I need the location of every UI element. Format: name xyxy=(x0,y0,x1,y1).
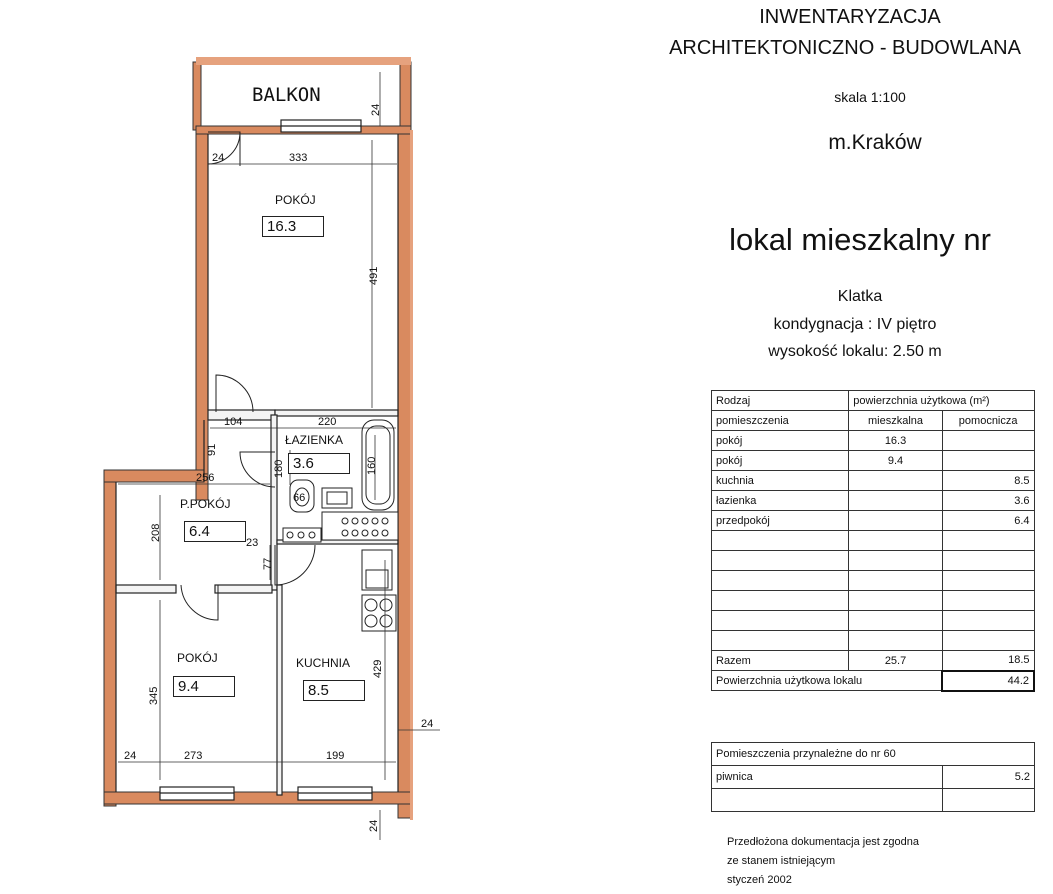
floor-plan xyxy=(0,0,460,894)
table-row-total xyxy=(712,671,1035,691)
klatka-label: Klatka xyxy=(837,288,883,305)
cell-pomocnicza xyxy=(942,571,1034,591)
cell-empty xyxy=(943,789,1035,812)
cell-mieszkalna xyxy=(849,531,943,551)
dimension-label: 77 xyxy=(262,557,274,570)
room-area: 6.4 xyxy=(184,521,246,542)
cell-pomocnicza: 6.4 xyxy=(942,511,1034,531)
table-head-pomoc: pomocnicza xyxy=(942,411,1034,431)
note-line3: styczeń 2002 xyxy=(727,874,792,886)
cell-name: łazienka xyxy=(712,491,849,511)
dimension-label: 66 xyxy=(293,492,306,504)
cell-pomocnicza xyxy=(942,551,1034,571)
dimension-label: 333 xyxy=(289,152,308,164)
cell-pomocnicza xyxy=(942,631,1034,651)
razem-pomocnicza: 18.5 xyxy=(942,651,1034,671)
cell-mieszkalna xyxy=(849,611,943,631)
room-name: POKÓJ xyxy=(177,651,218,665)
dimension-label: 199 xyxy=(326,750,345,762)
cell-name: przedpokój xyxy=(712,511,849,531)
height-label: wysokość lokalu: 2.50 m xyxy=(768,343,942,360)
cell-pomocnicza: 3.6 xyxy=(942,491,1034,511)
storey-label: kondygnacja : IV piętro xyxy=(773,316,937,333)
dimension-label: 24 xyxy=(124,750,137,762)
dimension-label: 24 xyxy=(368,819,380,832)
cell-mieszkalna: 16.3 xyxy=(849,431,943,451)
note-line2: ze stanem istniejącym xyxy=(727,855,836,867)
area-table xyxy=(711,390,1035,692)
dimension-label: 256 xyxy=(196,472,215,484)
table-head-pow: powierzchnia użytkowa (m²) xyxy=(849,391,1034,411)
table-head-mieszk: mieszkalna xyxy=(849,411,943,431)
table-row xyxy=(712,431,1035,451)
table-row xyxy=(712,789,1035,812)
dimension-label: 104 xyxy=(224,416,243,428)
dimension-label: 24 xyxy=(421,718,434,730)
table-row xyxy=(712,531,1035,551)
cell-name: pokój xyxy=(712,431,849,451)
room-area: 16.3 xyxy=(262,216,324,237)
razem-label: Razem xyxy=(712,651,849,671)
table-row xyxy=(712,591,1035,611)
table-row xyxy=(712,551,1035,571)
dimension-label: 345 xyxy=(148,686,160,705)
appurtenant-value: 5.2 xyxy=(943,766,1035,789)
room-name: ŁAZIENKA xyxy=(285,433,344,447)
cell-mieszkalna xyxy=(849,511,943,531)
dimension-label: 429 xyxy=(372,659,384,678)
appurtenant-header: Pomieszczenia przynależne do nr 60 xyxy=(712,743,1035,766)
dimension-label: 23 xyxy=(246,537,259,549)
cell-pomocnicza xyxy=(942,611,1034,631)
cell-mieszkalna xyxy=(849,631,943,651)
dimension-label: 208 xyxy=(150,523,162,542)
total-label: Powierzchnia użytkowa lokalu xyxy=(712,671,943,691)
cell-name xyxy=(712,551,849,571)
cell-name xyxy=(712,591,849,611)
cell-pomocnicza xyxy=(942,431,1034,451)
cell-mieszkalna xyxy=(849,491,943,511)
appurtenant-table xyxy=(711,742,1035,812)
dimension-label: 180 xyxy=(273,459,285,478)
room-area: 3.6 xyxy=(288,453,350,474)
appurtenant-label: piwnica xyxy=(712,766,943,789)
cell-pomocnicza xyxy=(942,451,1034,471)
razem-mieszkalna: 25.7 xyxy=(849,651,943,671)
cell-mieszkalna xyxy=(849,551,943,571)
room-name: POKÓJ xyxy=(275,193,316,207)
dimension-label: 24 xyxy=(370,103,382,116)
cell-mieszkalna xyxy=(849,471,943,491)
room-area: 8.5 xyxy=(303,680,365,701)
cell-name: kuchnia xyxy=(712,471,849,491)
city-label: m.Kraków xyxy=(828,131,922,154)
table-row xyxy=(712,611,1035,631)
cell-name: pokój xyxy=(712,451,849,471)
dimension-label: 273 xyxy=(184,750,203,762)
table-row xyxy=(712,631,1035,651)
dimension-label: 91 xyxy=(206,443,218,456)
dimension-label: 24 xyxy=(212,152,225,164)
table-row xyxy=(712,471,1035,491)
cell-pomocnicza xyxy=(942,591,1034,611)
cell-mieszkalna xyxy=(849,571,943,591)
table-row-razem xyxy=(712,651,1035,671)
room-name: KUCHNIA xyxy=(296,656,351,670)
cell-name xyxy=(712,631,849,651)
table-row xyxy=(712,491,1035,511)
title-line1: INWENTARYZACJA xyxy=(759,6,941,28)
table-row xyxy=(712,511,1035,531)
unit-title: lokal mieszkalny nr xyxy=(729,222,991,257)
cell-mieszkalna xyxy=(849,591,943,611)
dimension-label: 220 xyxy=(318,416,337,428)
title-line2: ARCHITEKTONICZNO - BUDOWLANA xyxy=(669,37,1021,59)
table-head-rodzaj: Rodzaj xyxy=(712,391,849,411)
balcony-label: BALKON xyxy=(252,84,321,106)
cell-name xyxy=(712,571,849,591)
note-line1: Przedłożona dokumentacja jest zgodna xyxy=(727,836,920,848)
cell-mieszkalna: 9.4 xyxy=(849,451,943,471)
cell-pomocnicza: 8.5 xyxy=(942,471,1034,491)
cell-empty xyxy=(712,789,943,812)
cell-pomocnicza xyxy=(942,531,1034,551)
table-row xyxy=(712,571,1035,591)
room-area: 9.4 xyxy=(173,676,235,697)
cell-name xyxy=(712,531,849,551)
total-value: 44.2 xyxy=(942,671,1034,691)
dimension-label: 491 xyxy=(368,266,380,285)
dimension-label: 160 xyxy=(366,456,378,475)
room-name: P.POKÓJ xyxy=(180,497,231,511)
table-row xyxy=(712,451,1035,471)
table-head-pom: pomieszczenia xyxy=(712,411,849,431)
cell-name xyxy=(712,611,849,631)
table-row xyxy=(712,766,1035,789)
scale-label: skala 1:100 xyxy=(834,89,906,105)
